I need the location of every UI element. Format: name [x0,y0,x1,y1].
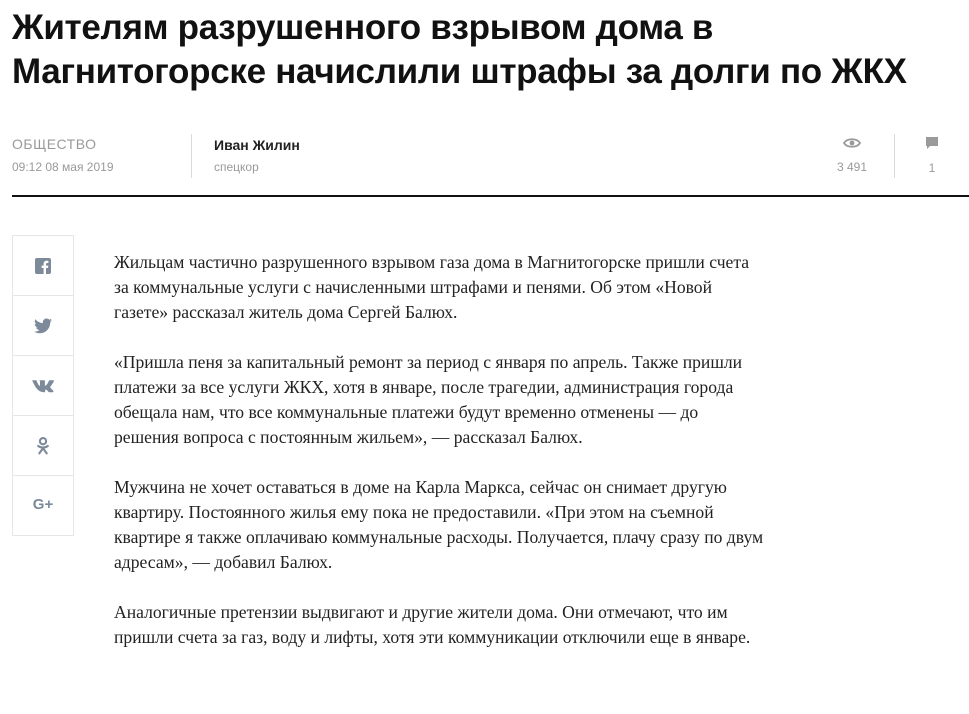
comments-counter[interactable] [905,136,959,175]
twitter-icon [34,318,52,333]
article-paragraph: Мужчина не хочет оставаться в доме на Карла Маркса, сейчас он снимает другую квартиру. Постоянного жилья ему пока не предоставили. «При этом на съемной квартире я также оплачиваю коммунальные расходы. Получается, плачу сразу по двум адресам», — добавил Балюх. [114,477,764,572]
views-count: 3 491 [836,160,868,174]
facebook-icon [35,258,51,274]
share-vk-button[interactable] [13,356,73,416]
eye-icon [843,136,861,150]
comment-icon[interactable] [925,136,939,150]
share-panel [12,235,74,536]
views-counter [812,136,892,174]
share-odnoklassniki-button[interactable] [13,416,73,476]
meta-divider [894,134,895,178]
google-plus-icon: G+ [32,496,54,513]
vk-icon [32,379,54,392]
article-paragraph: Жильцам частично разрушенного взрывом газа дома в Магнитогорске пришли счета за коммунальные услуги с начисленными штрафами и пенями. Об этом «Новой газете» рассказал житель дома Сергей Балюх. [114,252,750,322]
article-title: Жителям разрушенного взрывом дома в Магнитогорске начислили штрафы за долги по ЖКХ [12,8,907,91]
comments-count[interactable]: 1 [928,161,936,175]
header-rule [12,195,969,197]
share-facebook-button[interactable] [13,236,73,296]
author-role: спецкор [214,160,259,174]
odnoklassniki-icon [37,437,49,455]
section-link[interactable]: ОБЩЕСТВО [12,136,97,152]
publish-date: 09:12 08 мая 2019 [12,160,114,174]
article-paragraph: Аналогичные претензии выдвигают и другие жители дома. Они отмечают, что им пришли счета за газ, воду и лифты, хотя эти коммуникации отключили еще в январе. [114,602,751,647]
meta-divider [191,134,192,178]
share-twitter-button[interactable] [13,296,73,356]
article-paragraph: «Пришла пеня за капитальный ремонт за период с января по апрель. Также пришли платежи за все услуги ЖКХ, хотя в январе, после трагедии, администрация города обещала нам, что все коммунальные платежи будут временно отменены — до решения вопроса с постоянным жильем», — рассказал Балюх. [114,352,743,447]
article-meta [0,116,969,196]
author-name[interactable]: Иван Жилин [214,137,300,153]
article-body [114,250,764,675]
share-google-plus-button[interactable] [13,476,73,535]
